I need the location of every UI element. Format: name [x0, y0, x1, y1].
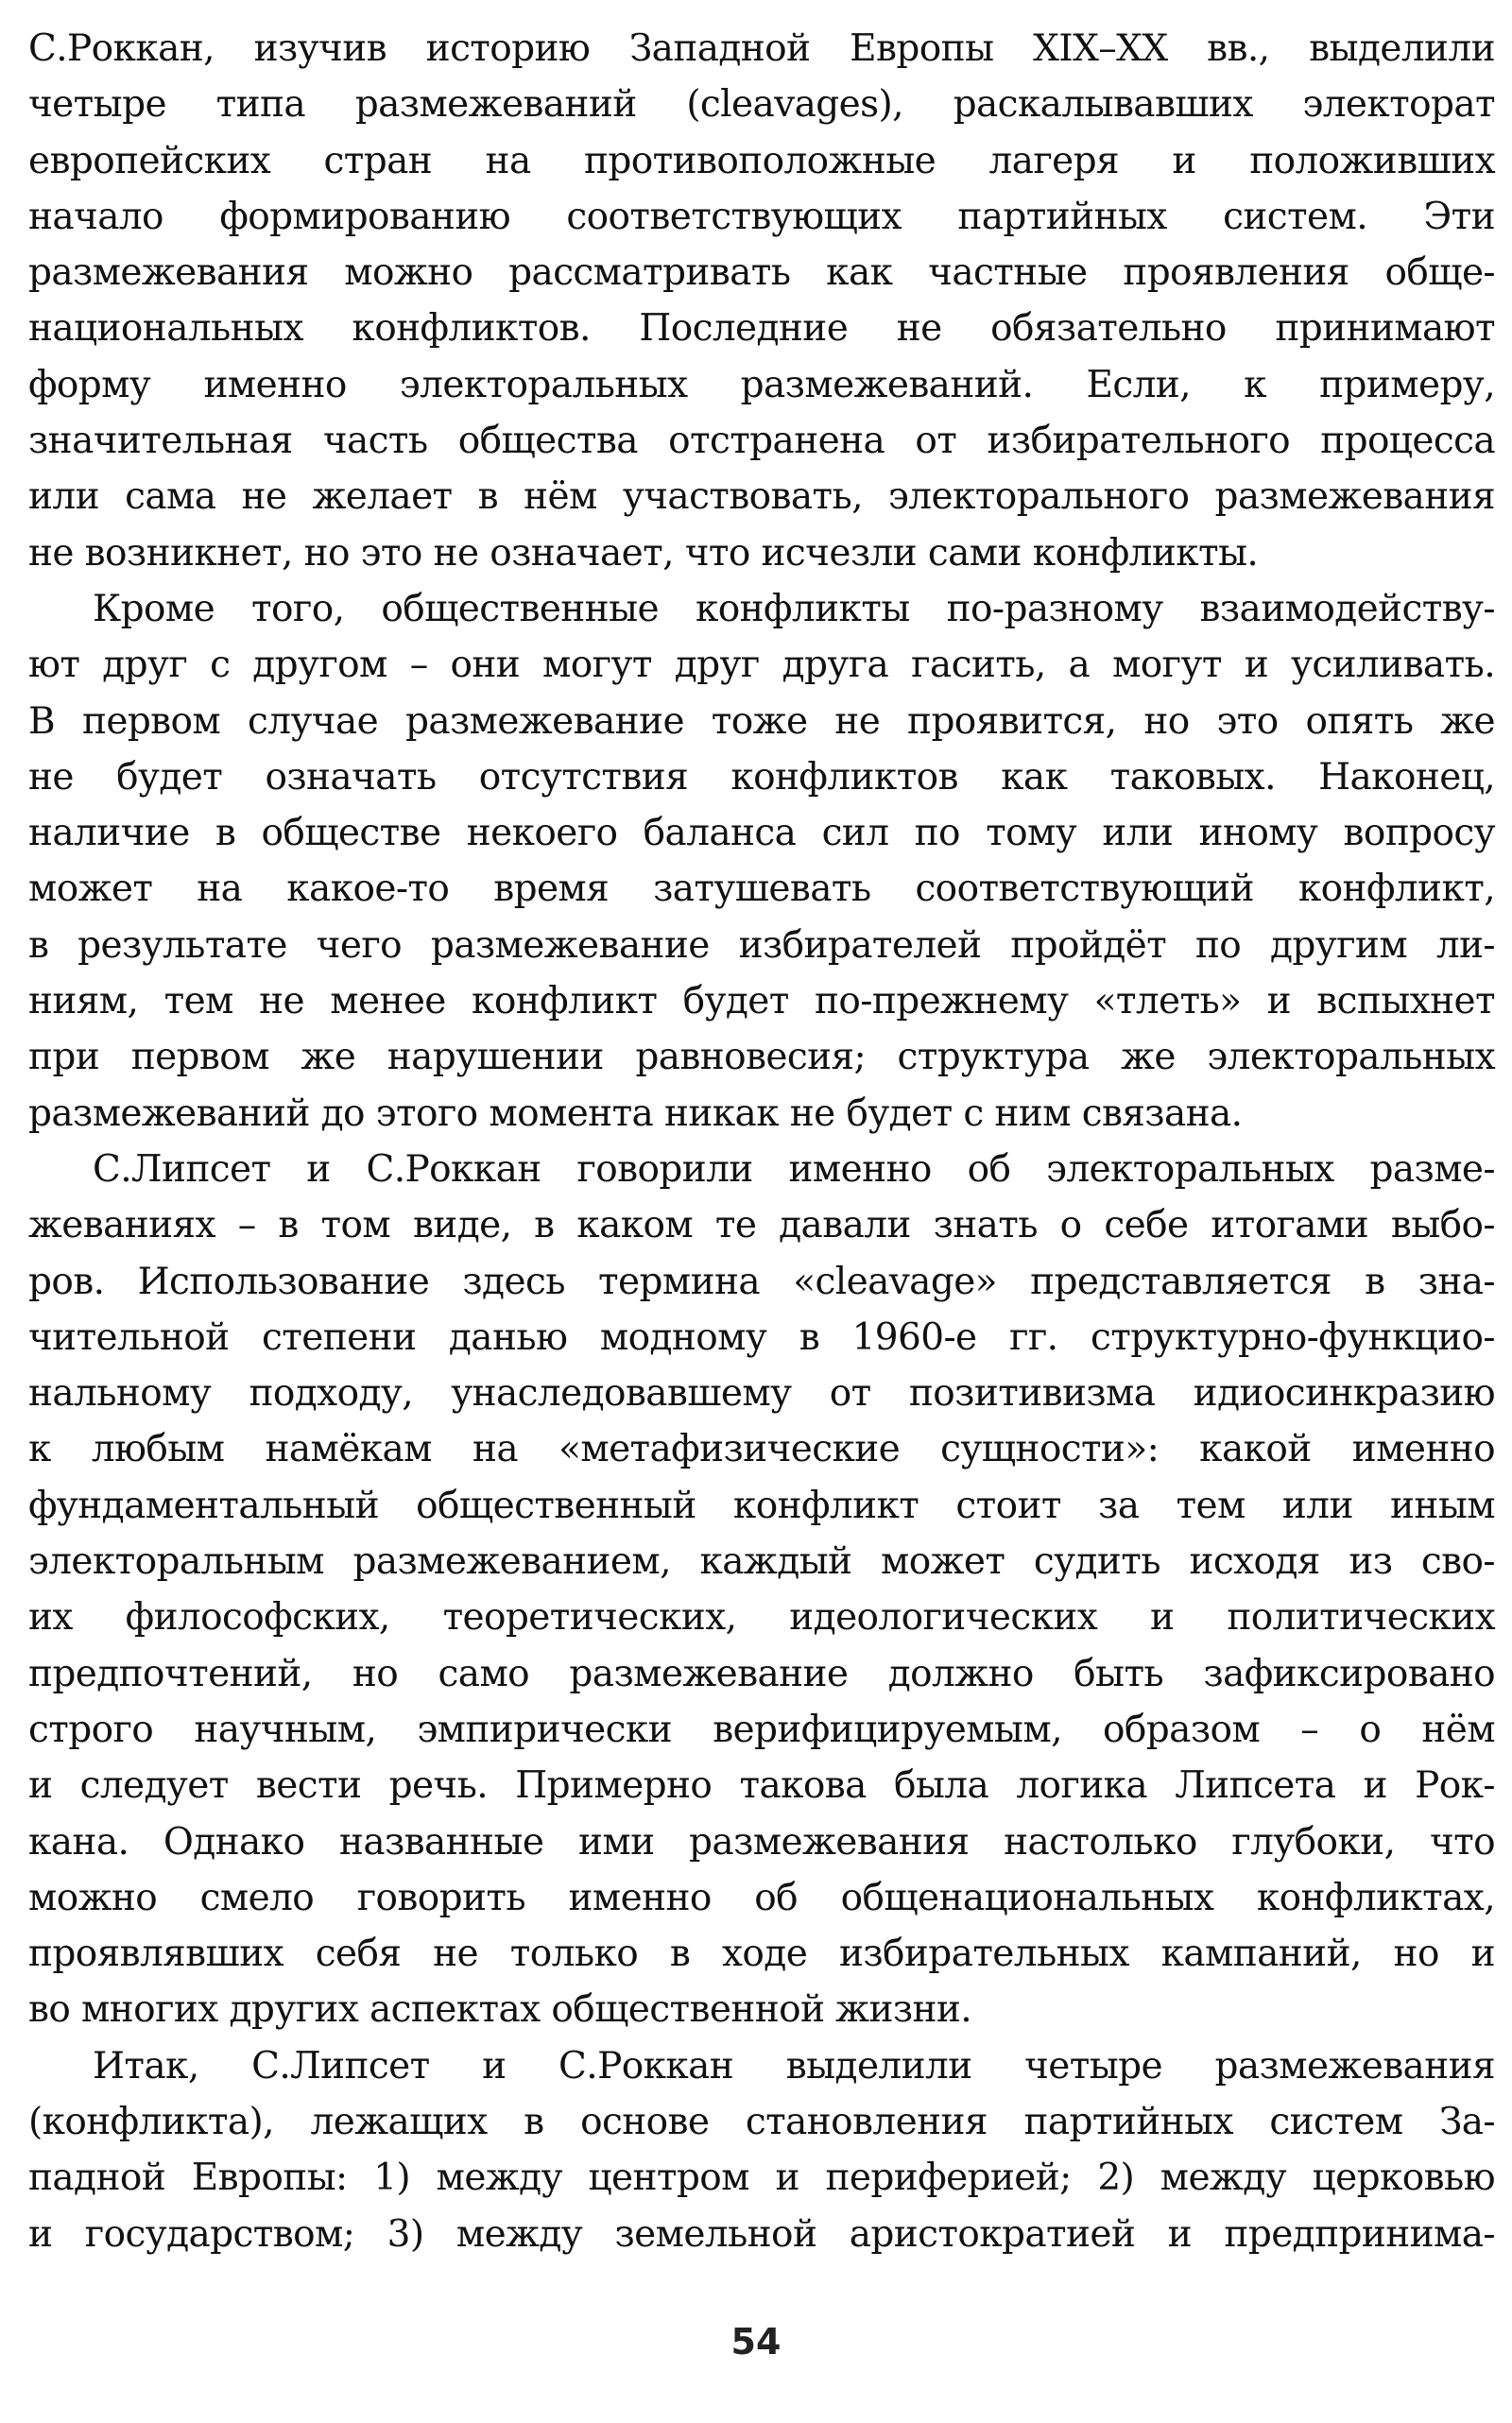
text-line: фундаментальный общественный конфликт стоит за тем или иным: [28, 1484, 1495, 1527]
text-line: их философских, теоретических, идеологических и политических: [28, 1596, 1495, 1640]
paragraph-1: [28, 21, 1495, 581]
text-line: и следует вести речь. Примерно такова была логика Липсета и Рок-: [28, 1764, 1495, 1808]
text-line: В первом случае размежевание тоже не проявится, но это опять же: [28, 699, 1495, 743]
text-line: падной Европы: 1) между центром и периферией; 2) между церковью: [28, 2157, 1495, 2200]
text-line: нальному подходу, унаследовавшему от позитивизма идиосинкразию: [28, 1372, 1495, 1416]
text-line: С.Липсет и С.Роккан говорили именно об электоральных разме-: [93, 1147, 1495, 1191]
text-line: к любым намёкам на «метафизические сущности»: какой именно: [28, 1428, 1495, 1471]
text-line: проявлявших себя не только в ходе избирательных кампаний, но и: [28, 1933, 1495, 1976]
text-line: жеваниях – в том виде, в каком те давали знать о себе итогами выбо-: [28, 1204, 1495, 1247]
paragraph-3: [28, 1142, 1495, 2038]
text-line: Кроме того, общественные конфликты по-разному взаимодейству-: [93, 587, 1495, 630]
text-line: может на какое-то время затушевать соответствующий конфликт,: [28, 868, 1495, 911]
text-line: строго научным, эмпирически верифицируемым, образом – о нём: [28, 1708, 1495, 1751]
text-line: С.Роккан, изучив историю Западной Европы XIX–XX вв., выделили: [28, 27, 1495, 70]
paragraph-4: [28, 2038, 1495, 2262]
text-line: форму именно электоральных размежеваний. Если, к примеру,: [28, 363, 1495, 406]
book-page-body: [28, 21, 1495, 2262]
paragraph-2: [28, 581, 1495, 1142]
text-line: предпочтений, но само размежевание должно быть зафиксировано: [28, 1652, 1495, 1695]
text-line: (конфликта), лежащих в основе становления партийных систем За-: [28, 2100, 1495, 2143]
text-line: не будет означать отсутствия конфликтов как таковых. Наконец,: [28, 755, 1495, 799]
text-line: ров. Использование здесь термина «cleavage» представляется в зна-: [28, 1260, 1495, 1303]
page-number: 54: [730, 2321, 782, 2363]
text-line: начало формированию соответствующих партийных систем. Эти: [28, 195, 1495, 238]
text-line: или сама не желает в нём участвовать, электорального размежевания: [28, 475, 1495, 519]
text-line: европейских стран на противоположные лагеря и положивших: [28, 139, 1495, 182]
text-line: можно смело говорить именно об общенациональных конфликтах,: [28, 1876, 1495, 1919]
text-line: четыре типа размежеваний (cleavages), раскалывавших электорат: [28, 83, 1495, 127]
text-line: кана. Однако названные ими размежевания настолько глубоки, что: [28, 1820, 1495, 1864]
text-line: значительная часть общества отстранена от избирательного процесса: [28, 420, 1495, 463]
text-line: Итак, С.Липсет и С.Роккан выделили четыре размежевания: [93, 2044, 1495, 2088]
text-line: при первом же нарушении равновесия; структура же электоральных: [28, 1036, 1495, 1079]
text-line: в результате чего размежевание избирателей пройдёт по другим ли-: [28, 923, 1495, 967]
text-line: ют друг с другом – они могут друг друга гасить, а могут и усиливать.: [28, 644, 1495, 687]
text-line: размежевания можно рассматривать как частные проявления обще-: [28, 251, 1495, 295]
text-line: национальных конфликтов. Последние не обязательно принимают: [28, 307, 1495, 351]
text-line: во многих других аспектах общественной жизни.: [28, 1988, 972, 2032]
text-line: не возникнет, но это не означает, что исчезли сами конфликты.: [28, 531, 1259, 575]
text-line: наличие в обществе некоего баланса сил по тому или иному вопросу: [28, 812, 1495, 855]
text-line: и государством; 3) между земельной аристократией и предпринима-: [28, 2212, 1495, 2256]
text-line: ниям, тем не менее конфликт будет по-прежнему «тлеть» и вспыхнет: [28, 980, 1495, 1023]
text-line: размежеваний до этого момента никак не будет с ним связана.: [28, 1091, 1243, 1135]
text-line: электоральным размежеванием, каждый может судить исходя из сво-: [28, 1540, 1495, 1584]
text-line: чительной степени данью модному в 1960-е гг. структурно-функцио-: [28, 1315, 1495, 1359]
